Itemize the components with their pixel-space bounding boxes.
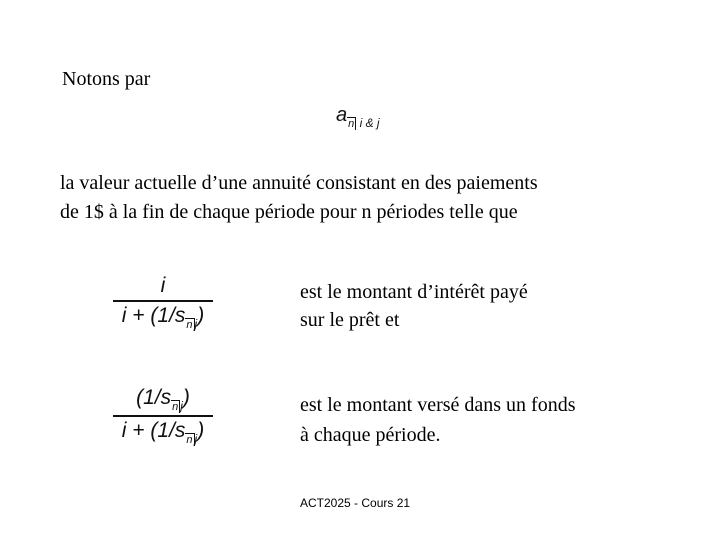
annuity-subscript: [347, 116, 379, 130]
formula-fund-fraction: [113, 386, 213, 446]
annuity-term: n: [348, 118, 355, 130]
description-line-2: de 1$ à la fin de chaque période pour n périodes telle que: [60, 201, 518, 223]
intro-text: Notons par: [62, 68, 151, 90]
formula-1-fraction-bar: [113, 300, 213, 302]
formula-1-den-pre: i + (1/s: [121, 304, 186, 327]
annuity-letter: a: [336, 104, 348, 126]
formula-2-num-rate: j: [180, 399, 183, 413]
formula-2-num-sub: [171, 399, 183, 413]
formula-interest-fraction: [113, 274, 213, 331]
formula-2-numerator: [113, 386, 213, 413]
formula-1-numerator: i: [160, 274, 166, 297]
formula-2-num-pre: (1/s: [136, 386, 172, 409]
formula-2-fraction-bar: [113, 415, 213, 417]
description-line-1: la valeur actuelle d’une annuité consistant en des paiements: [60, 172, 538, 194]
annuity-symbol: [336, 104, 380, 130]
formula-1-text-line-1: est le montant d’intérêt payé: [300, 281, 528, 303]
formula-2-text-line-1: est le montant versé dans un fonds: [300, 394, 576, 416]
formula-2-num-term: n: [172, 401, 179, 413]
formula-2-denominator: [113, 419, 213, 446]
annuity-rates: i & j: [359, 116, 380, 130]
formula-1-text-line-2: sur le prêt et: [300, 309, 400, 331]
formula-1-den-post: ): [197, 304, 205, 327]
slide-footer: ACT2025 - Cours 21: [300, 496, 411, 510]
formula-2-num-post: ): [182, 386, 190, 409]
formula-1-denominator: [113, 304, 213, 331]
formula-2-den-sub: [185, 432, 197, 446]
formula-2-den-rate: j: [194, 432, 198, 446]
formula-2-text-line-2: à chaque période.: [300, 424, 441, 446]
formula-2-den-pre: i + (1/s: [121, 419, 186, 442]
formula-2-den-post: ): [197, 419, 205, 442]
formula-1-den-term: n: [186, 319, 193, 331]
formula-2-den-term: n: [186, 434, 193, 446]
formula-1-den-sub: [185, 317, 197, 331]
formula-1-den-rate: j: [194, 317, 198, 331]
